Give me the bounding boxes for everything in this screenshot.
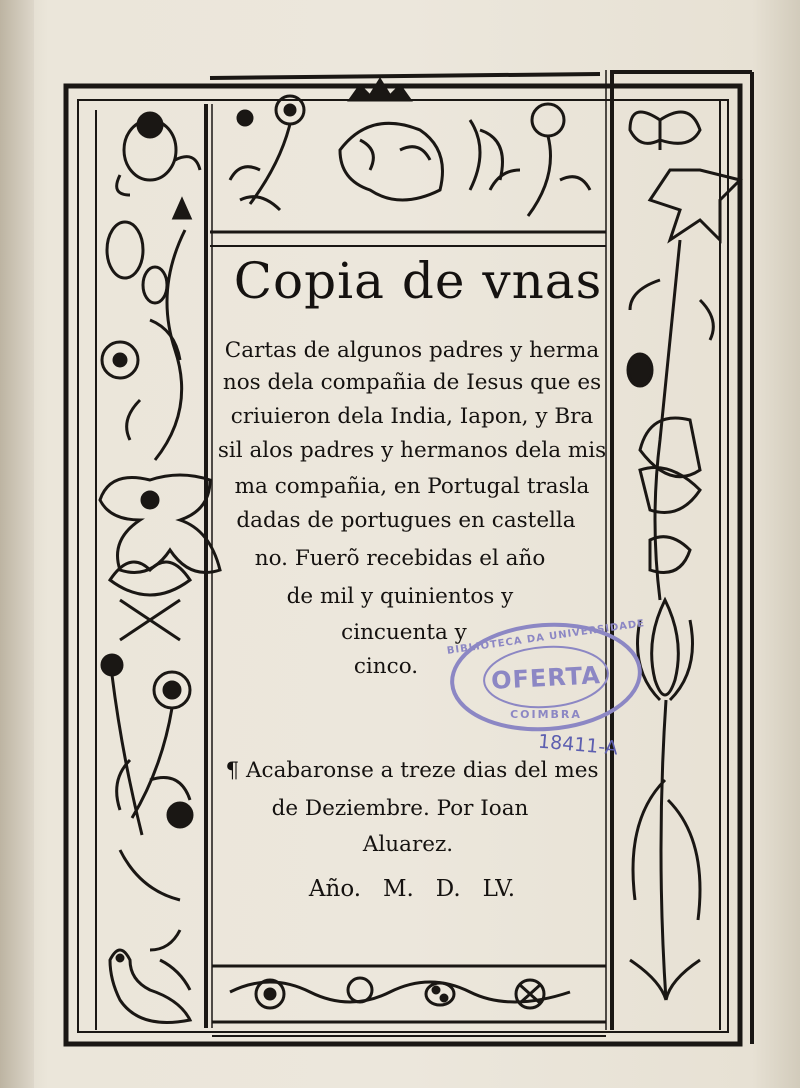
bottom-ornament: [230, 978, 570, 1008]
body-line: cincuenta y: [341, 620, 467, 645]
stamp-bottom-text: COIMBRA: [510, 708, 582, 721]
body-line: nos dela compañia de Iesus que es: [222, 370, 602, 395]
library-stamp: [446, 612, 646, 742]
colophon-line: ¶ Acabaronse a treze dias del mes: [225, 758, 599, 783]
body-line: Cartas de algunos padres y herma: [224, 338, 600, 363]
body-line: cinco.: [353, 654, 419, 679]
accession-number: 18411-A: [537, 730, 619, 760]
body-line: criuieron dela India, Iapon, y Bra: [230, 404, 594, 429]
body-line: sil alos padres y hermanos dela mis: [217, 438, 607, 463]
body-line: no. Fuerõ recebidas el año: [254, 546, 546, 571]
colophon-line: Aluarez.: [362, 832, 454, 857]
body-line: dadas de portugues en castella: [236, 508, 576, 533]
stamp-arc-text: BIBLIOTECA DA UNIVERSIDADE: [446, 618, 646, 657]
book-title: Copia de vnas: [233, 252, 603, 310]
body-line: de mil y quinientos y: [286, 584, 514, 609]
stamp-center-text: OFERTA: [490, 661, 602, 695]
body-line: ma compañia, en Portugal trasla: [234, 474, 590, 499]
colophon-line: de Deziembre. Por Ioan: [271, 796, 529, 821]
year-line: Año. M. D. LV.: [308, 876, 516, 902]
